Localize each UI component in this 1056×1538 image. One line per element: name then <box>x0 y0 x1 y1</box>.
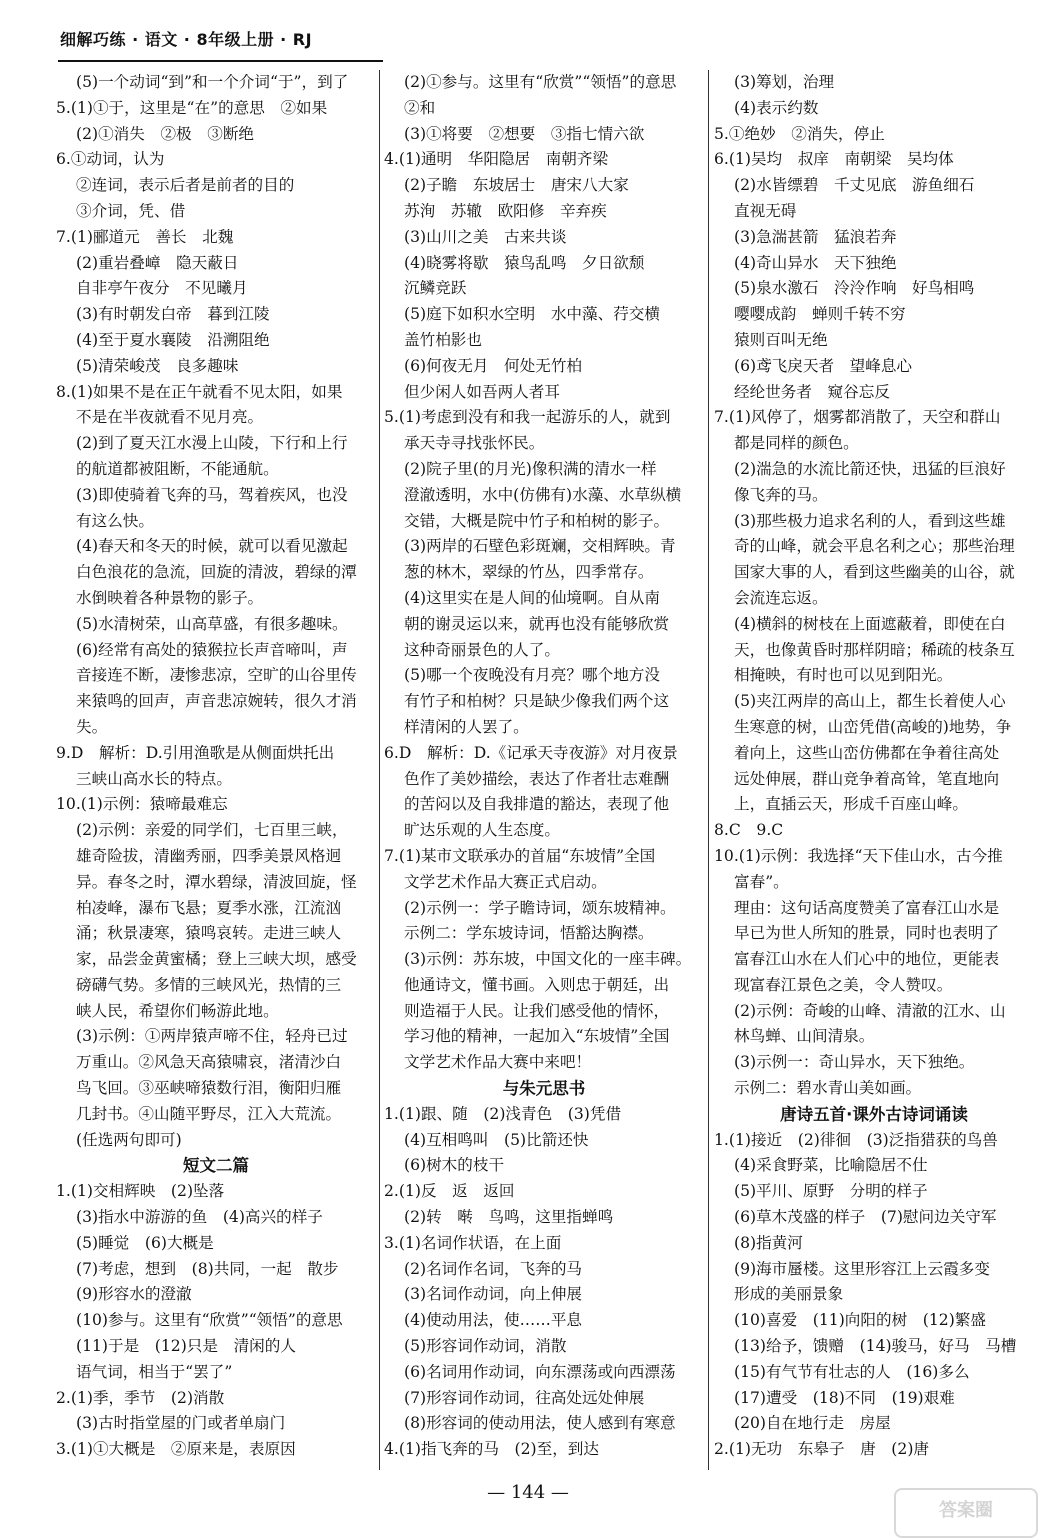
answer-line: 沉鳞竞跃 <box>404 279 467 298</box>
answer-line: 文学艺术作品大赛正式启动。 <box>404 872 607 891</box>
answer-line: (2)院子里(的月光)像积满的清水一样 <box>404 459 657 478</box>
answer-line: 音接连不断，凄惨悲凉，空旷的山谷里传 <box>76 666 357 685</box>
answer-line: 都是同样的颜色。 <box>734 434 859 453</box>
answer-line: (2)子瞻 东坡居士 唐宋八大家 <box>404 176 629 195</box>
answer-item: 10.(1)示例：我选择“天下佳山水，古今推 <box>714 846 1003 865</box>
answer-line: (3)名词作动词，向上伸展 <box>404 1285 583 1304</box>
answer-line: 直视无碍 <box>734 201 797 220</box>
answer-line: 雄奇险拔，清幽秀丽，四季美景风格迥 <box>76 846 342 865</box>
answer-column-3 <box>714 70 1034 1463</box>
answer-line: (2)转 啭 鸟鸣，这里指蝉鸣 <box>404 1208 614 1227</box>
answer-line: 他通诗文，懂书画。入则忠于朝廷，出 <box>404 975 670 994</box>
answer-line: ③介词，凭、借 <box>76 201 186 220</box>
answer-line: (3)山川之美 古来共谈 <box>404 227 567 246</box>
answer-item: 8.(1)如果不是在正午就看不见太阳，如果 <box>56 382 343 401</box>
answer-line: (2)示例：亲爱的同学们，七百里三峡， <box>76 821 348 840</box>
watermark-logo: 答案圈 <box>894 1488 1038 1538</box>
answer-line: ②连词，表示后者是前者的目的 <box>76 176 295 195</box>
answer-line: 经纶世务者 窥谷忘反 <box>734 382 890 401</box>
answer-line: 鸟飞回。③巫峡啼猿数行泪，衡阳归雁 <box>76 1079 342 1098</box>
answer-line: (13)给予，馈赠 (14)骏马，好马 马槽 <box>734 1337 1017 1356</box>
answer-line: (4)采食野菜，比喻隐居不仕 <box>734 1156 928 1175</box>
answer-item: 1.(1)交相辉映 (2)坠落 <box>56 1182 225 1201</box>
answer-line: 交错，大概是院中竹子和柏树的影子。 <box>404 511 670 530</box>
answer-line: 现富春江景色之美，令人赞叹。 <box>734 975 953 994</box>
answer-line: (2)①消失 ②极 ③断绝 <box>76 124 255 143</box>
answer-item: 6.①动词，认为 <box>56 150 165 169</box>
answer-line: 澄澈透明，水中(仿佛有)水藻、水草纵横 <box>404 485 682 504</box>
answer-item: 3.(1)名词作状语，在上面 <box>384 1233 562 1252</box>
section-title: 与朱元思书 <box>502 1079 586 1099</box>
answer-line: (10)参与。这里有“欣赏”“领悟”的意思 <box>76 1311 343 1330</box>
answer-line: 盖竹柏影也 <box>404 330 482 349</box>
answer-line: (4)晓雾将歇 猿鸟乱鸣 夕日欲颓 <box>404 253 645 272</box>
answer-item: 2.(1)季，季节 (2)消散 <box>56 1388 225 1407</box>
answer-item: 9.D 解析：D.引用渔歌是从侧面烘托出 <box>56 743 335 762</box>
answer-line: 学习他的精神，一起加入“东坡情”全国 <box>404 1027 670 1046</box>
answer-line: 这种奇丽景色的人了。 <box>404 640 560 659</box>
answer-column-1 <box>56 70 376 1463</box>
column-divider <box>379 70 380 1470</box>
answer-item: 10.(1)示例：猿啼最难忘 <box>56 795 228 814</box>
answer-item: 7.(1)风停了，烟雾都消散了，天空和群山 <box>714 408 1001 427</box>
answer-line: 富春”。 <box>734 872 789 891</box>
answer-line: 色作了美妙描绘，表达了作者壮志难酬 <box>404 769 670 788</box>
answer-line: (2)到了夏天江水漫上山陵，下行和上行 <box>76 434 348 453</box>
section-title: 短文二篇 <box>183 1156 249 1176</box>
answer-line: 来猿鸣的回声，声音悲凉婉转，很久才消 <box>76 692 357 711</box>
answer-line: (3)有时朝发白帝 暮到江陵 <box>76 305 270 324</box>
answer-line: (9)形容水的澄澈 <box>76 1285 192 1304</box>
answer-line: (3)古时指堂屋的门或者单扇门 <box>76 1414 286 1433</box>
page-number: — 144 — <box>487 1482 569 1503</box>
answer-line: (5)清荣峻茂 良多趣味 <box>76 356 239 375</box>
answer-line: 峡人民，希望你们畅游此地。 <box>76 1001 279 1020</box>
answer-line: 嘤嘤成韵 蝉则千转不穷 <box>734 305 906 324</box>
answer-line: (3)即使骑着飞奔的马，驾着疾风，也没 <box>76 485 348 504</box>
answer-item: 4.(1)指飞奔的马 (2)至，到达 <box>384 1440 599 1459</box>
answer-line: (11)于是 (12)只是 清闲的人 <box>76 1337 296 1356</box>
answer-line: (2)示例：奇峻的山峰、清澈的江水、山 <box>734 1001 1006 1020</box>
answer-line: 水倒映着各种景物的影子。 <box>76 588 264 607</box>
answer-line: (7)考虑，想到 (8)共同，一起 散步 <box>76 1259 339 1278</box>
answer-line: 柏凌峰，瀑布飞悬；夏季水涨，江流汹 <box>76 898 342 917</box>
answer-line: 示例二：学东坡诗词，悟豁达胸襟。 <box>404 924 654 943</box>
answer-line: 万重山。②风急天高猿啸哀，渚清沙白 <box>76 1053 342 1072</box>
answer-item: 6.D 解析：D.《记承天寺夜游》对月夜景 <box>384 743 678 762</box>
answer-line: 富春江山水在人们心中的地位，更能表 <box>734 950 1000 969</box>
answer-line: (4)这里实在是人间的仙境啊。自从南 <box>404 588 660 607</box>
answer-line: 奇的山峰，就会平息名利之心；那些治理 <box>734 537 1015 556</box>
answer-item: 1.(1)跟、随 (2)浅青色 (3)凭借 <box>384 1104 622 1123</box>
answer-line: 理由：这句话高度赞美了富春江山水是 <box>734 898 1000 917</box>
answer-line: (3)示例：①两岸猿声啼不住，轻舟已过 <box>76 1027 348 1046</box>
answer-item: 7.(1)某市文联承办的首届“东坡情”全国 <box>384 846 656 865</box>
answer-line: (4)使动用法，使……平息 <box>404 1311 583 1330</box>
answer-line: (6)草木茂盛的样子 (7)慰问边关守军 <box>734 1208 997 1227</box>
answer-line: (5)庭下如积水空明 水中藻、荇交横 <box>404 305 660 324</box>
answer-line: 承天寺寻找张怀民。 <box>404 434 545 453</box>
answer-line: (2)重岩叠嶂 隐天蔽日 <box>76 253 239 272</box>
answer-line: (5)水清树荣，山高草盛，有很多趣味。 <box>76 614 348 633</box>
answer-line: 早已为世人所知的胜景，同时也表明了 <box>734 924 1000 943</box>
answer-item: 5.①绝妙 ②消失，停止 <box>714 124 885 143</box>
answer-line: (9)海市蜃楼。这里形容江上云霞多变 <box>734 1259 990 1278</box>
answer-column-2 <box>384 70 704 1463</box>
answer-item: 3.(1)①大概是 ②原来是，表原因 <box>56 1440 296 1459</box>
answer-line: 则造福于人民。让我们感受他的情怀， <box>404 1001 670 1020</box>
answer-line: (2)名词作名词，飞奔的马 <box>404 1259 583 1278</box>
answer-line: (3)①将要 ②想要 ③指七情六欲 <box>404 124 645 143</box>
answer-line: 家，品尝金黄蜜橘；登上三峡大坝，感受 <box>76 950 357 969</box>
answer-line: (4)奇山异水 天下独绝 <box>734 253 897 272</box>
answer-line: 三峡山高水长的特点。 <box>76 769 232 788</box>
answer-line: (4)春天和冬天的时候，就可以看见激起 <box>76 537 348 556</box>
answer-item: 2.(1)无功 东皋子 唐 (2)唐 <box>714 1440 929 1459</box>
answer-line: 白色浪花的急流，回旋的清波，碧绿的潭 <box>76 563 357 582</box>
answer-line: (10)喜爱 (11)向阳的树 (12)繁盛 <box>734 1311 986 1330</box>
answer-line: (6)树木的枝干 <box>404 1156 505 1175</box>
answer-line: (4)互相鸣叫 (5)比箭还快 <box>404 1130 589 1149</box>
answer-line: (3)筹划，治理 <box>734 73 835 91</box>
answer-line: (任选两句即可) <box>76 1130 182 1149</box>
answer-line: 几封书。④山随平野尽，江入大荒流。 <box>76 1104 342 1123</box>
answer-line: (6)名词用作动词，向东漂荡或向西漂荡 <box>404 1362 676 1381</box>
header-rule <box>58 60 383 62</box>
answer-item: 7.(1)郦道元 善长 北魏 <box>56 227 234 246</box>
answer-line: 的苦闷以及自我排遣的豁达，表现了他 <box>404 795 670 814</box>
answer-line: 磅礴气势。多情的三峡风光，热情的三 <box>76 975 342 994</box>
answer-line: (5)泉水激石 泠泠作响 好鸟相鸣 <box>734 279 975 298</box>
answer-line: (7)形容词作动词，往高处远处伸展 <box>404 1388 645 1407</box>
answer-line: 猿则百叫无绝 <box>734 330 828 349</box>
answer-line: (2)示例一：学子瞻诗词，颂东坡精神。 <box>404 898 676 917</box>
answer-line: 自非亭午夜分 不见曦月 <box>76 279 248 298</box>
answer-item: 2.(1)反 返 返回 <box>384 1182 515 1201</box>
answer-line: 涌；秋景凄寒，猿鸣哀转。走进三峡人 <box>76 924 342 943</box>
answer-line: 但少闲人如吾两人者耳 <box>404 382 560 401</box>
answer-line: (15)有气节有壮志的人 (16)多么 <box>734 1362 970 1381</box>
answer-line: 形成的美丽景象 <box>734 1285 844 1304</box>
answer-line: 文学艺术作品大赛中来吧！ <box>404 1053 592 1072</box>
answer-line: (3)示例：苏东坡，中国文化的一座丰碑。 <box>404 950 692 969</box>
answer-line: (4)横斜的树枝在上面遮蔽着，即使在白 <box>734 614 1006 633</box>
answer-line: (6)鸢飞戾天者 望峰息心 <box>734 356 913 375</box>
answer-line: (5)哪一个夜晚没有月亮？哪个地方没 <box>404 666 660 685</box>
page-header: 细解巧练 · 语文 · 8年级上册 · RJ <box>60 30 313 49</box>
section-title: 唐诗五首·课外古诗词诵读 <box>780 1104 968 1124</box>
answer-line: (6)何夜无月 何处无竹柏 <box>404 356 583 375</box>
answer-line: 像飞奔的马。 <box>734 485 828 504</box>
answer-item: 5.(1)考虑到没有和我一起游乐的人，就到 <box>384 408 671 427</box>
answer-line: 会流连忘返。 <box>734 588 828 607</box>
answer-line: (2)①参与。这里有“欣赏”“领悟”的意思 <box>404 73 677 91</box>
answer-line: (3)那些极力追求名利的人，看到这些雄 <box>734 511 1006 530</box>
answer-line: 不是在半夜就看不见月亮。 <box>76 408 264 427</box>
answer-line: (2)水皆缥碧 千丈见底 游鱼细石 <box>734 176 975 195</box>
answer-line: ②和 <box>404 98 436 117</box>
answer-line: (17)遭受 (18)不同 (19)艰难 <box>734 1388 955 1407</box>
answer-line: 语气词，相当于“罢了” <box>76 1362 233 1381</box>
answer-line: (8)指黄河 <box>734 1233 803 1252</box>
answer-item: 6.(1)吴均 叔庠 南朝梁 吴均体 <box>714 150 954 169</box>
answer-line: 国家大事的人，看到这些幽美的山谷，就 <box>734 563 1015 582</box>
answer-line: 示例二：碧水青山美如画。 <box>734 1079 922 1098</box>
answer-line: (5)一个动词“到”和一个介词“于”，到了 <box>76 73 349 91</box>
answer-line: (4)表示约数 <box>734 98 819 117</box>
answer-line: 着向上，这些山峦仿佛都在争着往高处 <box>734 743 1000 762</box>
answer-item: 4.(1)通明 华阳隐居 南朝齐梁 <box>384 150 609 169</box>
answer-line: 朝的谢灵运以来，就再也没有能够欣赏 <box>404 614 670 633</box>
answer-line: (5)夹江两岸的高山上，都生长着使人心 <box>734 692 1006 711</box>
answer-line: (5)形容词作动词，消散 <box>404 1337 567 1356</box>
answer-item: 1.(1)接近 (2)徘徊 (3)泛指猎获的鸟兽 <box>714 1130 998 1149</box>
answer-line: 苏洵 苏辙 欧阳修 辛弃疾 <box>404 201 607 220</box>
answer-line: 相掩映，有时也可以见到阳光。 <box>734 666 953 685</box>
answer-line: 样清闲的人罢了。 <box>404 717 529 736</box>
answer-line: 上，直插云天，形成千百座山峰。 <box>734 795 968 814</box>
answer-line: 失。 <box>76 717 108 736</box>
answer-line: (6)经常有高处的猿猴拉长声音啼叫，声 <box>76 640 348 659</box>
answer-line: (5)平川、原野 分明的样子 <box>734 1182 928 1201</box>
answer-item: 8.C 9.C <box>714 821 784 840</box>
answer-line: 有这么快。 <box>76 511 154 530</box>
answer-item: 5.(1)①于，这里是“在”的意思 ②如果 <box>56 98 328 117</box>
answer-line: 生寒意的树，山峦凭借(高峻的)地势，争 <box>734 717 1012 736</box>
answer-line: (5)睡觉 (6)大概是 <box>76 1233 214 1252</box>
answer-line: 的航道都被阻断，不能通航。 <box>76 459 279 478</box>
column-divider <box>708 70 709 1470</box>
answer-line: 林鸟蝉、山间清泉。 <box>734 1027 875 1046</box>
answer-line: 葱的林木，翠绿的竹丛，四季常存。 <box>404 563 654 582</box>
answer-line: 天，也像黄昏时那样阴暗；稀疏的枝条互 <box>734 640 1015 659</box>
answer-line: (8)形容词的使动用法，使人感到有寒意 <box>404 1414 676 1433</box>
answer-line: (3)指水中游游的鱼 (4)高兴的样子 <box>76 1208 323 1227</box>
answer-line: (2)湍急的水流比箭还快，迅猛的巨浪好 <box>734 459 1006 478</box>
answer-line: 旷达乐观的人生态度。 <box>404 821 560 840</box>
answer-line: 有竹子和柏树？只是缺少像我们两个这 <box>404 692 670 711</box>
answer-line: (3)两岸的石壁色彩斑斓，交相辉映。青 <box>404 537 676 556</box>
answer-line: (20)自在地行走 房屋 <box>734 1414 891 1433</box>
answer-line: (3)示例一：奇山异水，天下独绝。 <box>734 1053 975 1072</box>
answer-line: 异。春冬之时，潭水碧绿，清波回旋，怪 <box>76 872 357 891</box>
answer-line: (3)急湍甚箭 猛浪若奔 <box>734 227 897 246</box>
answer-line: 远处伸展，群山竞争着高耸，笔直地向 <box>734 769 1000 788</box>
answer-line: (4)至于夏水襄陵 沿溯阻绝 <box>76 330 270 349</box>
